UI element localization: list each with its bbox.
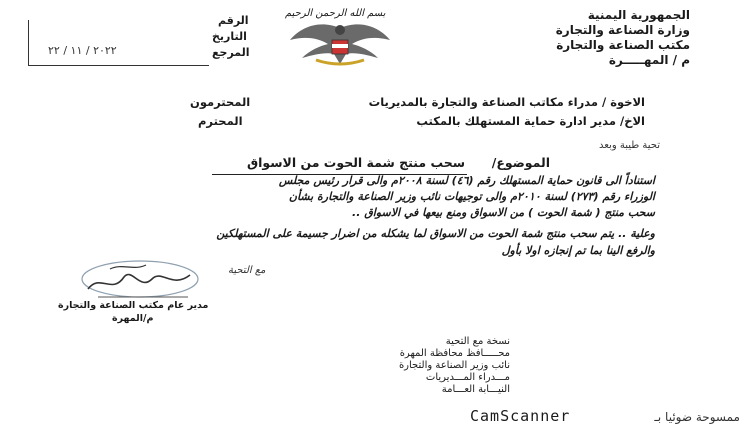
scanned-with-label: ممسوحة ضوئيا بـ xyxy=(654,410,740,424)
address-consumer-honorific: المحترم xyxy=(198,114,243,128)
body-p1-line1: استناداً الى قانون حماية المستهلك رقم (٤٦) لسنة ٢٠٠٨م والى قرار رئيس مجلس xyxy=(278,174,655,187)
reference-box xyxy=(28,20,209,66)
ref-date-label: التاريخ xyxy=(212,30,247,43)
ref-reference-label: المرجع xyxy=(212,46,250,59)
header-line-governorate: م / المهـــــرة xyxy=(608,53,690,67)
copy-governor: محـــــافظ محافظة المهرة xyxy=(399,348,510,359)
address-consumer-protection: الاخ/ مدير ادارة حماية المستهلك بالمكتب xyxy=(416,114,645,128)
body-p1-line2: الوزراء رقم (٢٧٣) لسنة ٢٠١٠م والى توجيهات نائب وزير الصناعة والتجارة بشأن xyxy=(288,190,655,203)
header-line-republic: الجمهورية اليمنية xyxy=(587,8,690,22)
signatory-location: م/المهرة xyxy=(112,313,154,324)
copy-public-prosecution: النيـــابة العـــامة xyxy=(441,384,510,395)
copy-deputy-minister: نائب وزير الصناعة والتجارة xyxy=(398,360,510,371)
header-line-office: مكتب الصناعة والتجارة xyxy=(556,38,690,52)
copies-heading: نسخة مع التحية xyxy=(445,336,510,347)
greeting: تحية طيبة وبعد xyxy=(598,140,660,151)
basmala: بسم الله الرحمن الرحيم xyxy=(285,8,386,19)
signatory-title: مدير عام مكتب الصناعة والتجارة xyxy=(58,300,209,311)
signature-stamp-icon xyxy=(70,255,210,305)
closing-greeting: مع التحية xyxy=(228,265,266,276)
address-directors-honorific: المحترمون xyxy=(190,95,251,109)
subject-label: الموضوع/ xyxy=(491,155,550,170)
body-p1-line3: سحب منتج ( شمة الحوت ) من الاسواق ومنع بيعها في الاسواق .. xyxy=(352,206,655,219)
address-directors: الاخوة / مدراء مكاتب الصناعة والتجارة بالمديريات xyxy=(368,95,645,109)
handwritten-date: ٢٠٢٢ / ١١ / ٢٢ xyxy=(48,44,117,57)
copy-district-directors: مـــدراء المـــديريات xyxy=(425,372,510,383)
ref-number-label: الرقم xyxy=(218,14,249,27)
body-p2-line2: والرفع الينا بما تم إنجازه اولا بأول xyxy=(501,244,655,257)
header-line-ministry: وزارة الصناعة والتجارة xyxy=(555,23,690,37)
camscanner-watermark: CamScanner xyxy=(470,407,571,425)
body-p2-line1: وعلية .. يتم سحب منتج شمة الحوت من الاسواق لما يشكله من اضرار جسيمة على المستهلكين xyxy=(216,227,655,240)
subject-text: سحب منتج شمة الحوت من الاسواق xyxy=(246,155,465,170)
yemen-eagle-emblem-icon xyxy=(280,6,400,70)
